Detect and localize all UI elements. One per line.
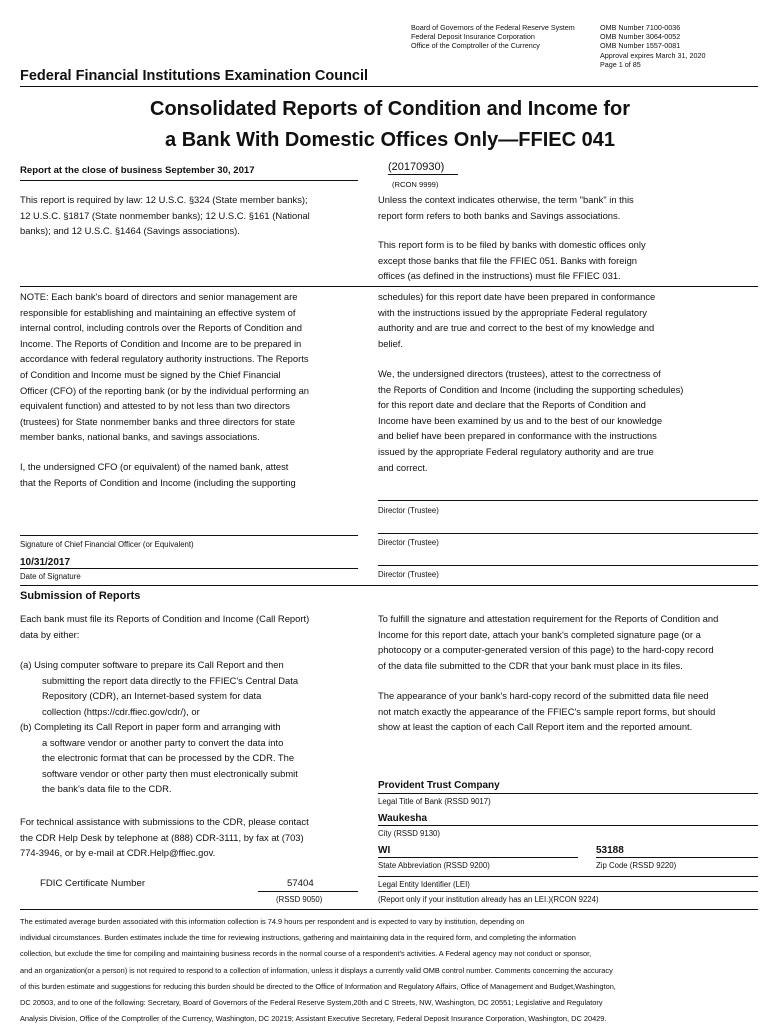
fulfill-paragraph bbox=[378, 611, 718, 673]
text-line: To fulfill the signature and attestation requirement for the Reports of Condition and bbox=[378, 613, 719, 624]
agency-line: Federal Deposit Insurance Corporation bbox=[411, 32, 535, 42]
text-line: DC 20503, and to one of the following: Secretary, Board of Governors of the Federal Reserve System,20th and C Streets, NW, Washington, DC 20551; Legislative and Regulatory bbox=[20, 998, 603, 1008]
text-line: the CDR Help Desk by telephone at (888) CDR-3111, by fax at (703) bbox=[20, 831, 304, 843]
bank-name-value[interactable]: Provident Trust Company bbox=[378, 780, 500, 791]
text-line: the bank's data file to the CDR. bbox=[42, 783, 172, 795]
submission-paragraph bbox=[20, 611, 309, 642]
text-line: for this report date and declare that the Reports of Condition and bbox=[378, 399, 646, 411]
page-number: Page 1 of 85 bbox=[600, 59, 641, 69]
law-paragraph bbox=[20, 192, 310, 239]
date-line[interactable] bbox=[20, 568, 358, 569]
text-line: Officer (CFO) of the reporting bank (or by the individual performing an bbox=[20, 384, 310, 396]
text-line: responsible for establishing and maintaining an effective system of bbox=[20, 306, 296, 318]
state-line bbox=[378, 857, 578, 858]
submission-heading: Submission of Reports bbox=[20, 590, 141, 602]
text-line: of Condition and Income must be signed by the Chief Financial bbox=[20, 368, 281, 380]
text-line: show at least the caption of each Call Report item and the reported amount. bbox=[378, 721, 693, 733]
text-line: that the Reports of Condition and Income (including the supporting bbox=[20, 476, 296, 488]
omb-info bbox=[600, 23, 705, 69]
lei-field-line[interactable] bbox=[378, 891, 758, 892]
text-line: of the data file submitted to the CDR that your bank must place in its files. bbox=[378, 659, 683, 671]
option-b bbox=[20, 719, 298, 797]
text-line: data by either: bbox=[20, 628, 80, 640]
lei-line-top bbox=[378, 876, 758, 877]
section-divider bbox=[20, 286, 758, 287]
text-line: 12 U.S.C. §1817 (State nonmember banks); 12 U.S.C. §161 (National bbox=[20, 209, 310, 221]
text-line: photocopy or a computer-generated version of this page) to the hard-copy record bbox=[378, 644, 714, 656]
report-close-date: Report at the close of business September 30, 2017 bbox=[20, 165, 255, 176]
text-line: submitting the report data directly to the FFIEC's Central Data bbox=[42, 674, 299, 686]
text-line: a software vendor or another party to convert the data into bbox=[42, 736, 284, 748]
text-line: NOTE: Each bank's board of directors and senior management are bbox=[20, 291, 298, 302]
report-date-code: (20170930) bbox=[388, 161, 458, 175]
text-line: of this burden estimate and suggestions for reducing this burden should be directed to the Office of Information and Regulatory Affairs, Office of Management and Budget,Washington, bbox=[20, 981, 616, 991]
text-line: The estimated average burden associated with this information collection is 74.9 hours per respondent and is expected to vary by institution, depending on bbox=[20, 917, 525, 926]
text-line: authority and are true and correct to the best of my knowledge and bbox=[378, 322, 655, 334]
text-line: with the instructions issued by the appropriate Federal regulatory bbox=[378, 306, 647, 318]
text-line: Income. The Reports of Condition and Income are to be prepared in bbox=[20, 337, 302, 349]
text-line: belief. bbox=[378, 337, 404, 349]
text-line: software vendor or other party then must electronically submit bbox=[42, 767, 298, 779]
tech-assistance-paragraph bbox=[20, 814, 309, 861]
director-label: Director (Trustee) bbox=[378, 506, 439, 515]
text-line: collection (https://cdr.ffiec.gov/cdr/), or bbox=[42, 705, 200, 717]
option-a bbox=[20, 657, 298, 719]
rcon-9999-label: (RCON 9999) bbox=[392, 180, 439, 189]
text-line: banks); and 12 U.S.C. §1464 (Savings associations). bbox=[20, 225, 240, 237]
director-label: Director (Trustee) bbox=[378, 538, 439, 547]
text-line: accordance with federal regulatory authority instructions. The Reports bbox=[20, 353, 309, 365]
text-line: The appearance of your bank's hard-copy record of the submitted data file need bbox=[378, 690, 709, 701]
text-line: offices (as defined in the instructions) must file FFIEC 031. bbox=[378, 270, 621, 282]
rssd-9050-label: (RSSD 9050) bbox=[276, 895, 323, 904]
text-line: (a) Using computer software to prepare its Call Report and then bbox=[20, 659, 284, 670]
text-line: and an organization(or a person) is not required to respond to a collection of information, unless it displays a currently valid OMB control number. Comments concerning the accuracy bbox=[20, 965, 613, 975]
city-line bbox=[378, 825, 758, 826]
lei-note: (Report only if your institution already has an LEI.)(RCON 9224) bbox=[378, 895, 599, 904]
agency-list bbox=[411, 23, 575, 51]
date-of-signature-label: Date of Signature bbox=[20, 572, 81, 581]
zip-label: Zip Code (RSSD 9220) bbox=[596, 861, 677, 870]
fdic-cert-line bbox=[258, 891, 358, 892]
cfo-attestation bbox=[20, 459, 296, 490]
note-paragraph bbox=[20, 289, 309, 445]
text-line: Repository (CDR), an Internet-based system for data bbox=[42, 690, 262, 702]
city-value[interactable]: Waukesha bbox=[378, 813, 428, 824]
omb-line: OMB Number 3064-0052 bbox=[600, 32, 681, 42]
fdic-cert-value[interactable]: 57404 bbox=[287, 878, 314, 889]
directors-attestation bbox=[378, 366, 683, 475]
bank-definition-paragraph bbox=[378, 192, 634, 223]
section-divider bbox=[20, 585, 758, 586]
signature-date: 10/31/2017 bbox=[20, 557, 71, 568]
council-name: Federal Financial Institutions Examination Council bbox=[20, 68, 369, 84]
zip-line bbox=[596, 857, 758, 858]
text-line: issued by the appropriate Federal regulatory authority and are true bbox=[378, 445, 654, 457]
text-line: equivalent function) and attested to by not less than two directors bbox=[20, 400, 290, 412]
bank-name-line bbox=[378, 793, 758, 794]
text-line: not match exactly the appearance of the FFIEC's sample report forms, but should bbox=[378, 705, 716, 717]
schedules-paragraph bbox=[378, 289, 655, 351]
text-line: For technical assistance with submissions to the CDR, please contact bbox=[20, 816, 309, 827]
text-line: (b) Completing its Call Report in paper form and arranging with bbox=[20, 721, 281, 732]
text-line: internal control, including controls over the Reports of Condition and bbox=[20, 322, 302, 334]
text-line: Analysis Division, Office of the Comptroller of the Currency, Washington, DC 20219; Assistant Executive Secretary, Federal Deposit Insurance Corporation, Washington, DC 20429. bbox=[20, 1014, 607, 1024]
text-line: Income for this report date, attach your bank's completed signature page (or a bbox=[378, 628, 701, 640]
text-line: schedules) for this report date have been prepared in conformance bbox=[378, 291, 656, 302]
city-label: City (RSSD 9130) bbox=[378, 829, 440, 838]
text-line: (trustees) for State nonmember banks and three directors for state bbox=[20, 415, 296, 427]
filing-paragraph bbox=[378, 237, 646, 284]
text-line: 774-3946, or by e-mail at CDR.Help@ffiec.gov. bbox=[20, 847, 216, 859]
header-divider bbox=[20, 86, 758, 87]
cfo-signature-line[interactable] bbox=[20, 535, 358, 536]
text-line: Unless the context indicates otherwise, the term "bank" in this bbox=[378, 194, 634, 205]
text-line: I, the undersigned CFO (or equivalent) of the named bank, attest bbox=[20, 461, 289, 472]
text-line: report form refers to both banks and Savings associations. bbox=[378, 209, 621, 221]
text-line: member banks, national banks, and savings associations. bbox=[20, 431, 260, 443]
omb-line: OMB Number 1557-0081 bbox=[600, 41, 681, 51]
fdic-cert-label: FDIC Certificate Number bbox=[40, 878, 146, 889]
bank-name-label: Legal Title of Bank (RSSD 9017) bbox=[378, 797, 491, 806]
text-line: Each bank must file its Reports of Condition and Income (Call Report) bbox=[20, 613, 310, 624]
text-line: except those banks that file the FFIEC 051. Banks with foreign bbox=[378, 254, 637, 266]
director-signature-line[interactable] bbox=[378, 500, 758, 501]
text-line: individual circumstances. Burden estimates include the time for reviewing instructions, gathering and maintaining data in the required form, and completing the information bbox=[20, 933, 576, 943]
agency-line: Office of the Comptroller of the Currency bbox=[411, 41, 540, 51]
appearance-paragraph bbox=[378, 688, 715, 735]
text-line: We, the undersigned directors (trustees), attest to the correctness of bbox=[378, 368, 661, 379]
text-line: Income have been examined by us and to the best of our knowledge bbox=[378, 414, 663, 426]
text-line: collection, but exclude the time for compiling and maintaining business records in the normal course of a respondent's activities. A Federal agency may not conduct or sponsor, bbox=[20, 949, 592, 959]
director-signature-line[interactable] bbox=[378, 565, 758, 566]
title-line-2: a Bank With Domestic Offices Only—FFIEC 041 bbox=[165, 129, 615, 151]
director-signature-line[interactable] bbox=[378, 533, 758, 534]
page-title bbox=[0, 94, 770, 156]
text-line: the electronic format that can be processed by the CDR. The bbox=[42, 752, 295, 764]
text-line: the Reports of Condition and Income (including the supporting schedules) bbox=[378, 383, 684, 395]
state-label: State Abbreviation (RSSD 9200) bbox=[378, 861, 490, 870]
state-value[interactable]: WI bbox=[378, 845, 391, 856]
text-line: and belief have been prepared in conformance with the instructions bbox=[378, 430, 657, 442]
text-line: This report form is to be filed by banks with domestic offices only bbox=[378, 239, 646, 250]
lei-label: Legal Entity Identifier (LEI) bbox=[378, 880, 470, 889]
burden-statement bbox=[20, 914, 755, 1027]
report-close-divider bbox=[20, 180, 358, 181]
title-line-1: Consolidated Reports of Condition and Income for bbox=[150, 98, 630, 120]
zip-value[interactable]: 53188 bbox=[596, 845, 624, 856]
text-line: and correct. bbox=[378, 461, 428, 473]
burden-divider bbox=[20, 909, 758, 910]
director-label: Director (Trustee) bbox=[378, 570, 439, 579]
text-line: This report is required by law: 12 U.S.C. §324 (State member banks); bbox=[20, 194, 308, 205]
agency-line: Board of Governors of the Federal Reserve System bbox=[411, 23, 575, 32]
omb-line: OMB Number 7100-0036 bbox=[600, 23, 681, 32]
cfo-signature-label: Signature of Chief Financial Officer (or Equivalent) bbox=[20, 540, 194, 549]
omb-line: Approval expires March 31, 2020 bbox=[600, 50, 706, 60]
